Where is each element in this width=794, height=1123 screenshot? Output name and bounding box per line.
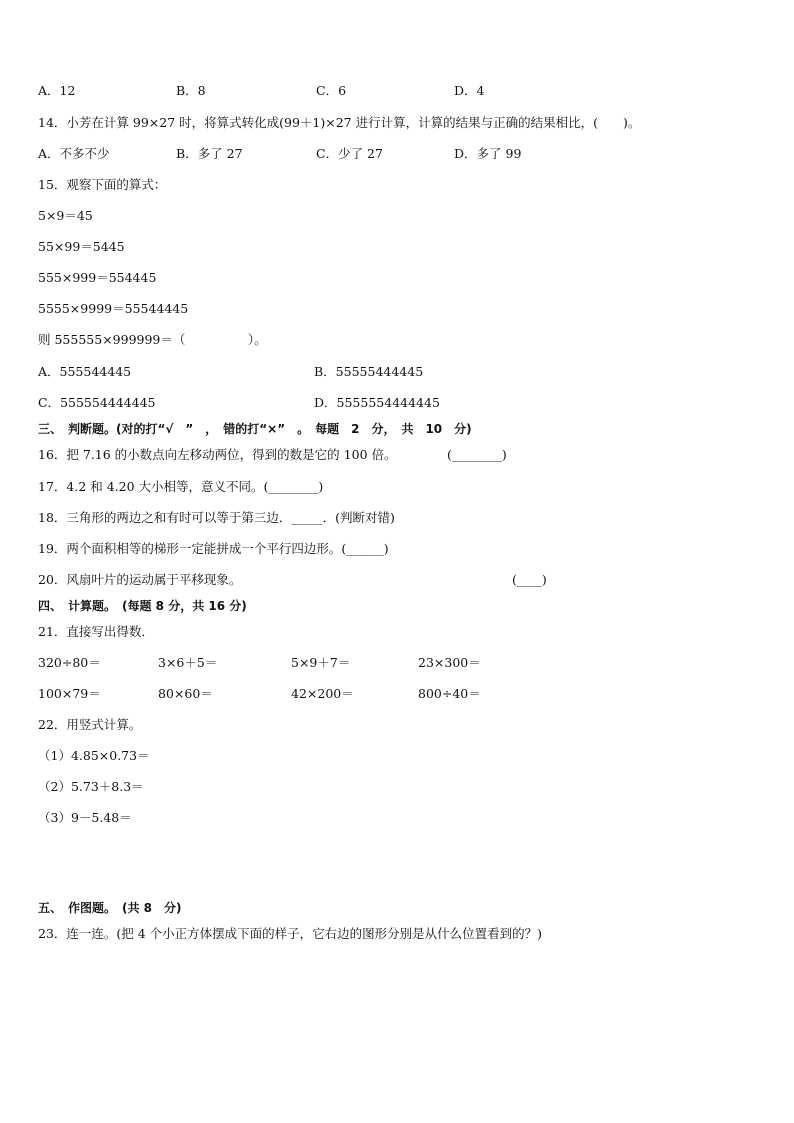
q21-item: 42×200＝: [291, 686, 354, 701]
q21-stem: 21．直接写出得数．: [38, 624, 154, 639]
q15-option-b: B．55555444445: [314, 364, 424, 379]
q16-text: 16．把 7.16 的小数点向左移动两位，得到的数是它的 100 倍。: [38, 447, 397, 462]
q16-answer-bracket: (________): [447, 447, 507, 462]
q13-option-b: B．8: [176, 83, 206, 98]
q18-text: 18．三角形的两边之和有时可以等于第三边．_____．(判断对错): [38, 510, 395, 525]
q14-option-a: A．不多不少: [38, 146, 110, 161]
q15-line-4: 5555×9999＝55544445: [38, 301, 189, 316]
q21-item: 320÷80＝: [38, 655, 101, 670]
q21-item: 800÷40＝: [418, 686, 481, 701]
q14-option-b: B．多了 27: [176, 146, 243, 161]
q15-option-a: A．555544445: [38, 364, 132, 379]
q20-text: 20．风扇叶片的运动属于平移现象。: [38, 572, 242, 587]
q15-option-d: D．5555554444445: [314, 395, 440, 410]
q21-item: 23×300＝: [418, 655, 481, 670]
q15-line-3: 555×999＝554445: [38, 270, 157, 285]
section-3-heading: 三、 判断题。(对的打“√ ” ， 错的打“×” 。 每题 2 分， 共 10 分): [38, 422, 472, 436]
q19-text: 19．两个面积相等的梯形一定能拼成一个平行四边形。(______): [38, 541, 389, 556]
q22-item-3: （3）9－5.48＝: [38, 810, 132, 825]
q20-answer-bracket: (____): [512, 572, 547, 587]
q22-item-1: （1）4.85×0.73＝: [38, 748, 150, 763]
q17-text: 17．4.2 和 4.20 大小相等，意义不同。(________): [38, 479, 324, 494]
q22-item-2: （2）5.73＋8.3＝: [38, 779, 144, 794]
q14-stem: 14．小芳在计算 99×27 时，将算式转化成(99＋1)×27 进行计算，计算的结果与正确的结果相比，( )。: [38, 115, 641, 130]
q14-option-d: D．多了 99: [454, 146, 522, 161]
q21-item: 80×60＝: [158, 686, 213, 701]
q15-stem: 15．观察下面的算式：: [38, 177, 167, 192]
q14-option-c: C．少了 27: [316, 146, 383, 161]
q13-option-d: D．4: [454, 83, 485, 98]
section-4-heading: 四、 计算题。 (每题 8 分，共 16 分): [38, 599, 247, 613]
q13-option-c: C．6: [316, 83, 347, 98]
q15-line-1: 5×9＝45: [38, 208, 93, 223]
section-5-heading: 五、 作图题。 (共 8 分): [38, 901, 182, 915]
q15-option-c: C．555554444445: [38, 395, 156, 410]
q13-option-a: A．12: [38, 83, 76, 98]
q15-line-2: 55×99＝5445: [38, 239, 125, 254]
q22-stem: 22．用竖式计算。: [38, 717, 142, 732]
q21-item: 3×6＋5＝: [158, 655, 218, 670]
q23-text: 23．连一连。(把 4 个小正方体摆成下面的样子，它右边的图形分别是从什么位置看到的？): [38, 926, 543, 941]
q21-item: 5×9＋7＝: [291, 655, 351, 670]
q15-ask: 则 555555×999999＝（ ）。: [38, 332, 267, 347]
q21-item: 100×79＝: [38, 686, 101, 701]
